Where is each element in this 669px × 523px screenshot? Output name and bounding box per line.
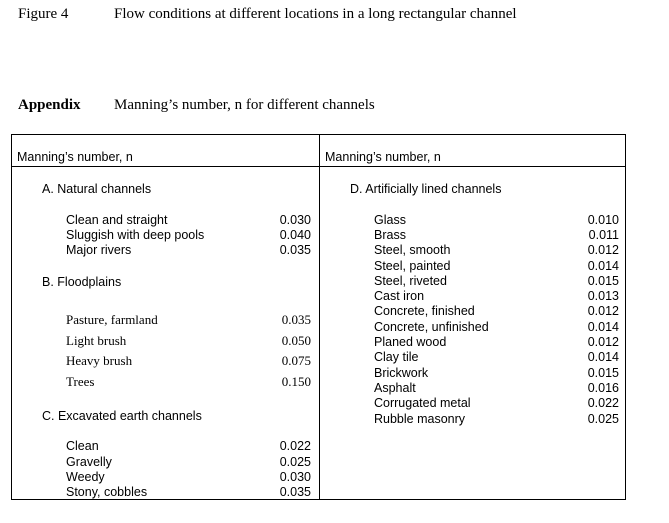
row-value: 0.016: [587, 381, 619, 395]
row-value: 0.012: [587, 304, 619, 318]
row-value: 0.030: [279, 470, 311, 484]
row-name: Steel, riveted: [374, 274, 447, 288]
row-name: Clean and straight: [66, 213, 168, 227]
row-value: 0.012: [587, 335, 619, 349]
column-divider: [319, 135, 320, 499]
row-name: Stony, cobbles: [66, 485, 148, 499]
row-value: 0.013: [587, 289, 619, 303]
row-name: Brickwork: [374, 366, 429, 380]
row-name: Planed wood: [374, 335, 447, 349]
row-value: 0.012: [587, 243, 619, 257]
section-title-artificial: D. Artificially lined channels: [350, 182, 502, 196]
row-name: Concrete, unfinished: [374, 320, 489, 334]
row-value: 0.035: [281, 312, 311, 327]
row-name: Brass: [374, 228, 406, 242]
row-name: Asphalt: [374, 381, 416, 395]
header-rule: [12, 166, 625, 167]
row-value: 0.015: [587, 366, 619, 380]
row-value: 0.025: [587, 412, 619, 426]
row-name: Steel, painted: [374, 259, 451, 273]
row-name: Trees: [66, 374, 95, 389]
row-value: 0.040: [279, 228, 311, 242]
section-title-floodplains: B. Floodplains: [42, 275, 122, 289]
row-value: 0.030: [279, 213, 311, 227]
row-value: 0.014: [587, 259, 619, 273]
row-name: Clean: [66, 439, 99, 453]
row-name: Light brush: [66, 333, 127, 348]
right-column-header: Manning’s number, n: [325, 150, 441, 164]
row-value: 0.022: [279, 439, 311, 453]
row-value: 0.014: [587, 320, 619, 334]
row-value: 0.075: [281, 353, 311, 368]
appendix-caption: Manning’s number, n for different channels: [114, 97, 375, 113]
row-name: Concrete, finished: [374, 304, 475, 318]
row-value: 0.014: [587, 350, 619, 364]
row-name: Pasture, farmland: [66, 312, 158, 327]
figure-caption: Flow conditions at different locations in a long rectangular channel: [114, 6, 517, 22]
row-value: 0.025: [279, 455, 311, 469]
row-name: Heavy brush: [66, 353, 133, 368]
row-value: 0.011: [588, 228, 619, 242]
row-name: Weedy: [66, 470, 105, 484]
row-value: 0.010: [587, 213, 619, 227]
row-value: 0.015: [587, 274, 619, 288]
row-name: Glass: [374, 213, 406, 227]
row-name: Sluggish with deep pools: [66, 228, 205, 242]
row-value: 0.035: [279, 485, 311, 499]
appendix-label: Appendix: [18, 97, 81, 113]
row-name: Clay tile: [374, 350, 419, 364]
figure-label: Figure 4: [18, 6, 69, 22]
row-value: 0.022: [587, 396, 619, 410]
row-name: Major rivers: [66, 243, 132, 257]
row-name: Cast iron: [374, 289, 425, 303]
row-name: Rubble masonry: [374, 412, 466, 426]
row-name: Steel, smooth: [374, 243, 451, 257]
section-title-excavated: C. Excavated earth channels: [42, 409, 202, 423]
row-value: 0.150: [281, 374, 311, 389]
manning-table: [11, 134, 626, 500]
row-name: Corrugated metal: [374, 396, 471, 410]
row-value: 0.050: [281, 333, 311, 348]
section-title-natural: A. Natural channels: [42, 182, 152, 196]
row-value: 0.035: [279, 243, 311, 257]
left-column-header: Manning’s number, n: [17, 150, 133, 164]
row-name: Gravelly: [66, 455, 112, 469]
